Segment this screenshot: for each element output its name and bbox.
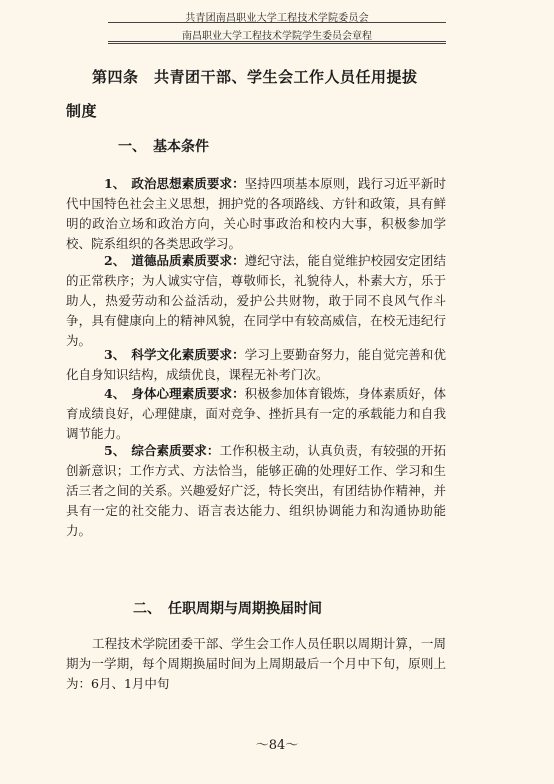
section1-item-2 — [66, 251, 446, 351]
header-rule-top — [108, 22, 446, 23]
header-rule-bottom-double — [108, 43, 446, 44]
item-text: 工作积极主动，认真负责，有较强的开拓创新意识；工作方式、方法恰当，能够正确的处理好工作、学习和生活三者之间的关系。兴趣爱好广泛，特长突出，有团结协作精神，并具有一定的社交能力、语言表达能力、组织协调能力和沟通协助能力。 — [66, 443, 446, 538]
item-number: 2、 — [104, 253, 126, 268]
section2-paragraph: 工程技术学院团委干部、学生会工作人员任职以周期计算，一周期为一学期，每个周期换届时间为上周期最后一个月中下旬，原则上为：6月、1月中旬 — [66, 636, 446, 691]
header-org-name: 共青团南昌职业大学工程技术学院委员会 — [185, 13, 369, 24]
item-number: 1、 — [104, 176, 126, 191]
item-lead: 政治思想素质要求： — [131, 176, 245, 191]
article-title-line1: 第四条 共青团干部、学生会工作人员任用提拔 — [92, 68, 418, 86]
header-rule-bottom — [108, 41, 446, 42]
item-number: 5、 — [104, 443, 126, 458]
item-number: 3、 — [104, 347, 126, 362]
item-lead: 身体心理素质要求： — [131, 386, 245, 401]
item-number: 4、 — [104, 386, 126, 401]
page-number: ～84～ — [255, 738, 299, 753]
section1-heading: 一、 基本条件 — [118, 139, 209, 155]
section1-item-1 — [66, 174, 446, 254]
item-text: 积极参加体育锻炼，身体素质好，体育成绩良好，心理健康，面对竞争、挫折具有一定的承载能力和自我调节能力。 — [66, 386, 446, 441]
item-text: 坚持四项基本原则，践行习近平新时代中国特色社会主义思想，拥护党的各项路线、方针和政策，具有鲜明的政治立场和政治方向，关心时事政治和校内大事，积极参加学校、院系组织的各类思政学习。 — [66, 176, 446, 251]
header-document-name: 南昌职业大学工程技术学院学生委员会章程 — [182, 31, 372, 42]
section1-item-3 — [66, 345, 446, 385]
item-lead: 科学文化素质要求： — [131, 347, 245, 362]
article-title-line2: 制度 — [66, 102, 98, 120]
section1-item-4 — [66, 384, 446, 444]
item-lead: 道德品质素质要求： — [131, 253, 245, 268]
section1-item-5 — [66, 441, 446, 541]
section2-heading: 二、 任职周期与周期换届时间 — [133, 601, 322, 617]
article-title — [66, 63, 472, 125]
item-text: 遵纪守法，能自觉维护校园安定团结的正常秩序；为人诚实守信，尊敬师长，礼貌待人，朴素大方，乐于助人，热爱劳动和公益活动，爱护公共财物，敢于同不良风气作斗争，具有健康向上的精神风貌，在同学中有较高威信，在校无违纪行为。 — [66, 253, 446, 348]
item-lead: 综合素质要求： — [131, 443, 220, 458]
item-text: 学习上要勤奋努力，能自觉完善和优化自身知识结构，成绩优良，课程无补考门次。 — [66, 347, 446, 382]
